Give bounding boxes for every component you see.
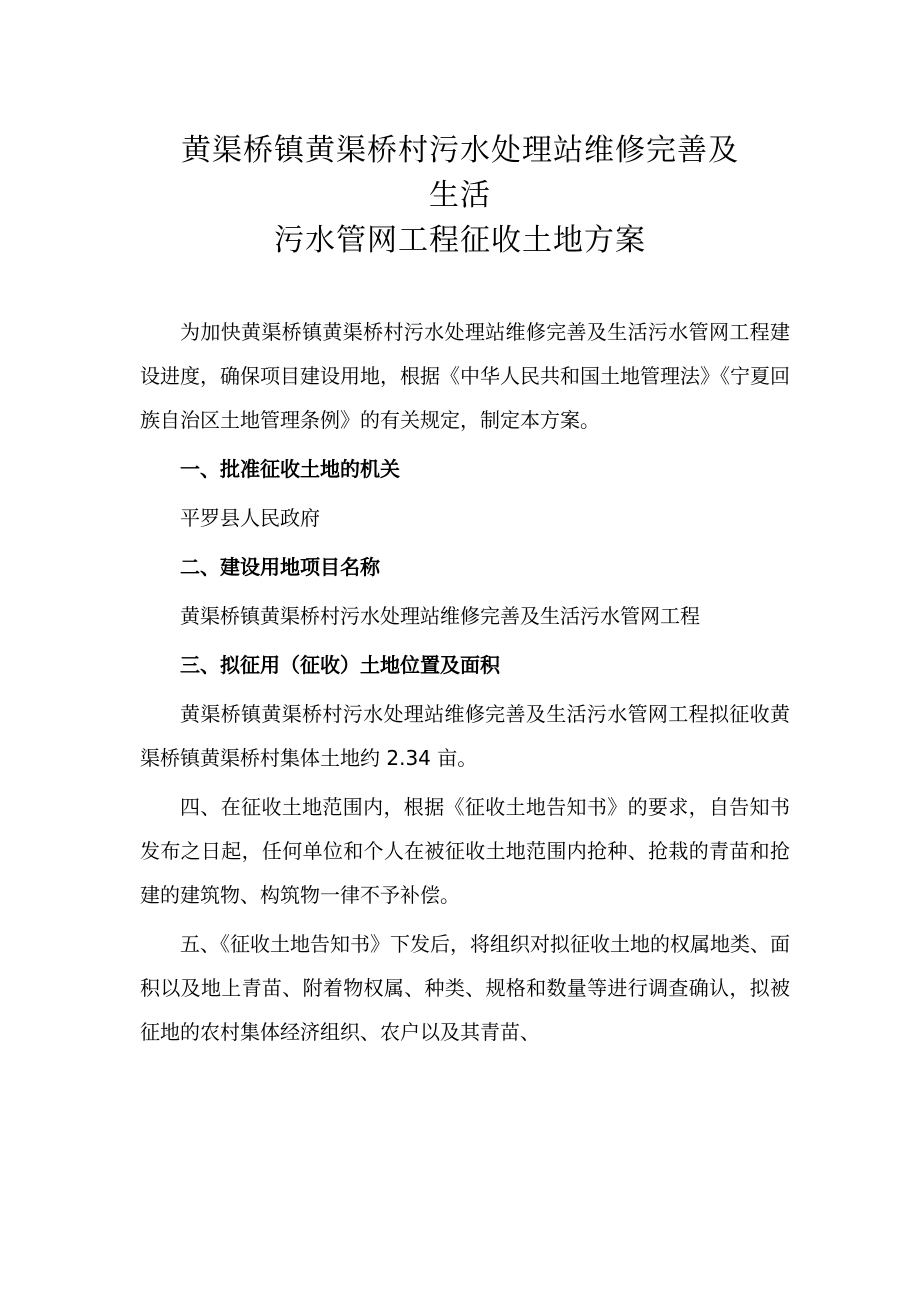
- section-4-paragraph: 四、在征收土地范围内，根据《征收土地告知书》的要求，自告知书发布之日起，任何单位和个人在被征收土地范围内抢种、抢栽的青苗和抢建的建筑物、构筑物一律不予补偿。: [140, 795, 790, 907]
- title-line-1: 黄渠桥镇黄渠桥村污水处理站维修完善及: [181, 133, 739, 168]
- section-3-body: 黄渠桥镇黄渠桥村污水处理站维修完善及生活污水管网工程拟征收黄渠桥镇黄渠桥村集体土地约 2.34 亩。: [140, 702, 790, 770]
- section-5-paragraph: 五、《征收土地告知书》下发后，将组织对拟征收土地的权属地类、面积以及地上青苗、附着物权属、种类、规格和数量等进行调查确认，拟被征地的农村集体经济组织、农户以及其青苗、: [140, 932, 790, 1044]
- document-title: [0, 128, 920, 263]
- document-body: [140, 310, 790, 1059]
- section-1-heading: 一、批准征收土地的机关: [180, 457, 400, 481]
- section-3-heading: 三、拟征用（征收）土地位置及面积: [180, 653, 500, 677]
- title-line-2: 生活: [429, 178, 491, 213]
- section-2-heading: 二、建设用地项目名称: [180, 555, 380, 579]
- title-line-3: 污水管网工程征收土地方案: [274, 223, 646, 258]
- section-2-body: 黄渠桥镇黄渠桥村污水处理站维修完善及生活污水管网工程: [180, 604, 700, 628]
- intro-paragraph: 为加快黄渠桥镇黄渠桥村污水处理站维修完善及生活污水管网工程建设进度，确保项目建设用地，根据《中华人民共和国土地管理法》《宁夏回族自治区土地管理条例》的有关规定，制定本方案。: [140, 320, 790, 432]
- section-1-body: 平罗县人民政府: [180, 506, 320, 530]
